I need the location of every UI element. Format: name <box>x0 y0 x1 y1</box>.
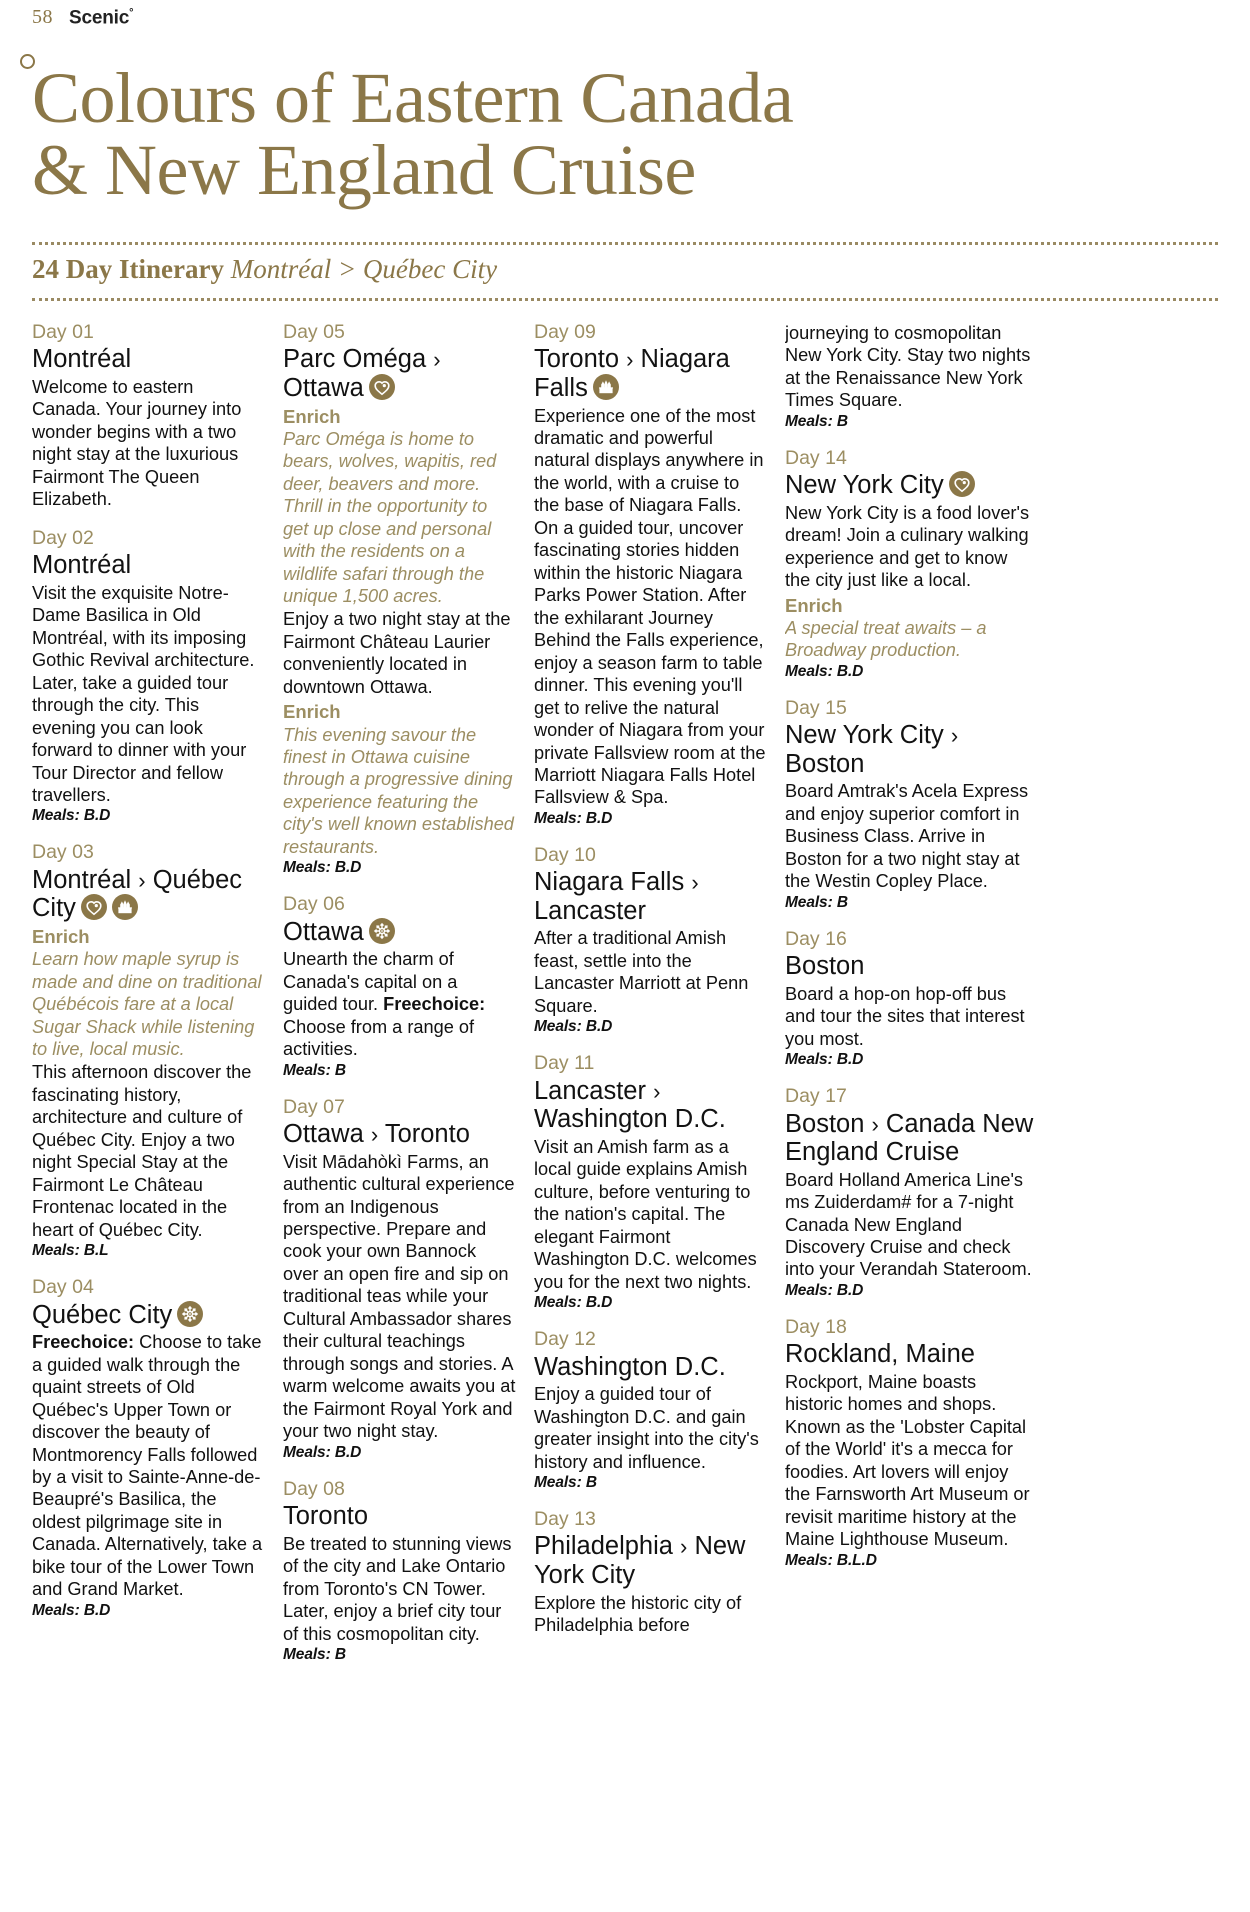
day-description <box>785 502 1036 592</box>
day-destination <box>785 1340 1036 1369</box>
day-label: Day 04 <box>32 1276 94 1299</box>
enrich-heading: Enrich <box>32 925 90 947</box>
day-destination <box>32 1301 265 1330</box>
day-description-text: Explore the historic city of Philadelphia before <box>534 1592 742 1635</box>
day-destination <box>32 345 265 374</box>
meals-note: Meals: B.L.D <box>785 1551 877 1569</box>
divider-top <box>32 242 1218 245</box>
enrich-text: Parc Oméga is home to bears, wolves, wapitis, red deer, beavers and more. Thrill in the opportunity to get up close and personal with the residents on a wildlife safari through the unique 1,500 acres. <box>283 428 497 606</box>
day-destination-label: Parc Oméga › Ottawa <box>283 345 441 402</box>
meals-note: Meals: B.D <box>283 859 362 877</box>
enrich-heading: Enrich <box>283 701 341 723</box>
day-description <box>785 1371 1036 1551</box>
day-label: Day 12 <box>534 1328 596 1351</box>
day-description <box>785 1169 1036 1281</box>
day-description-text: Enjoy a guided tour of Washington D.C. and gain greater insight into the city's history and influence. <box>534 1384 759 1472</box>
day-description-text: After a traditional Amish feast, settle into the Lancaster Marriott at Penn Square. <box>534 928 749 1016</box>
day-label: Day 14 <box>785 446 847 469</box>
day-description <box>32 376 265 511</box>
day-label: Day 01 <box>32 321 94 343</box>
day-description-text: Board Holland America Line's ms Zuiderdam# for a 7-night Canada New England Discovery Cruise and check into your Verandah Stateroom. <box>785 1169 1032 1280</box>
meals-note: Meals: B.D <box>785 1051 864 1069</box>
enrich-text: A special treat awaits – a Broadway production. <box>785 617 987 661</box>
day-description <box>785 322 1036 412</box>
day-destination <box>534 345 767 402</box>
day-label: Day 15 <box>785 696 847 719</box>
day-description-text: New York City is a food lover's dream! Join a culinary walking experience and get to know the city just like a local. <box>785 502 1030 591</box>
meals-note: Meals: B <box>534 1473 597 1491</box>
day-destination <box>283 1120 516 1149</box>
day-destination-label: Philadelphia › New York City <box>534 1532 746 1589</box>
day-destination-label: Boston › Canada New England Cruise <box>785 1109 1034 1167</box>
day-description <box>534 1592 767 1637</box>
day-label: Day 09 <box>534 321 596 343</box>
itinerary-column <box>283 321 534 1664</box>
day-description <box>283 608 516 698</box>
itinerary-columns <box>14 321 1236 1664</box>
enrich-heading: Enrich <box>785 594 843 616</box>
day-description-text: Experience one of the most dramatic and powerful natural displays anywhere in the world, with a cruise to the base of Niagara Falls. On a guided tour, uncover fascinating stories hidden within the historic Niagara Parks Power Station. After the exhilarant Journey Behind the Falls experience, enjoy a season farm to table dinner. This evening you'll get to relive the natural wonder of Niagara from your private Fallsview room at the Marriott Niagara Falls Hotel Fallsview & Spa. <box>534 405 766 808</box>
day-label: Day 11 <box>534 1052 595 1075</box>
freechoice-label: Freechoice: <box>383 994 486 1015</box>
meals-note: Meals: B <box>785 893 848 911</box>
day-description-text: Board Amtrak's Acela Express and enjoy superior comfort in Business Class. Arrive in Boston for a two night stay at the Westin Copley Place. <box>785 781 1029 892</box>
day-description <box>283 1151 516 1443</box>
day-destination <box>785 1110 1036 1167</box>
brand-logo: Scenic° <box>69 6 134 28</box>
heart-icon <box>949 471 975 497</box>
meals-note: Meals: B <box>785 412 848 430</box>
day-destination <box>534 868 767 925</box>
day-description <box>534 1136 767 1293</box>
day-destination-label: Montréal <box>32 551 132 580</box>
meals-note: Meals: B.D <box>785 1281 864 1299</box>
day-description-text: Visit the exquisite Notre-Dame Basilica in Old Montréal, with its imposing Gothic Revival architecture. Later, take a guided tour through the city. This evening you can look forward to dinner with your Tour Director and fellow travellers. <box>32 582 255 805</box>
meals-note: Meals: B.L <box>32 1242 109 1260</box>
day-label: Day 06 <box>283 893 345 916</box>
day-destination-label: Québec City <box>32 1300 173 1329</box>
day-description-text: journeying to cosmopolitan New York City. Stay two nights at the Renaissance New York Times Square. <box>785 323 1031 411</box>
meals-note: Meals: B.D <box>534 1018 613 1036</box>
day-description <box>32 582 265 807</box>
day-destination <box>534 1532 767 1589</box>
special-stay-icon <box>593 374 619 400</box>
day-destination-label: New York City <box>785 471 944 500</box>
day-description-text: Be treated to stunning views of the city and Lake Ontario from Toronto's CN Tower. Later, enjoy a brief city tour of this cosmopolitan city. <box>283 1533 512 1644</box>
itinerary-column <box>785 321 1036 1570</box>
day-destination-label: Montréal › Québec City <box>32 865 243 923</box>
day-destination <box>32 551 265 580</box>
running-head <box>14 0 1236 34</box>
day-label: Day 07 <box>283 1095 345 1118</box>
day-destination <box>283 345 516 402</box>
day-destination-label: Toronto › Niagara Falls <box>534 345 730 402</box>
day-description <box>534 927 767 1017</box>
freechoice-label: Freechoice: <box>32 1332 135 1353</box>
title-block <box>14 58 1236 210</box>
meals-note: Meals: B <box>283 1646 346 1664</box>
day-destination-label: Washington D.C. <box>534 1352 726 1381</box>
day-description-text: Visit Mādahòkì Farms, an authentic cultural experience from an Indigenous perspective. Prepare and cook your own Bannock over an open fire and sip on traditional teas while your Cultural Ambassador shares their cultural teachings through songs and stories. A warm welcome awaits you at the Fairmont Royal York and your two night stay. <box>283 1151 516 1442</box>
day-label: Day 03 <box>32 841 94 864</box>
day-description <box>283 1533 516 1645</box>
day-description <box>32 1061 265 1241</box>
day-destination-label: Ottawa › Toronto <box>283 1120 470 1149</box>
day-label: Day 10 <box>534 843 596 866</box>
meals-note: Meals: B.D <box>283 1443 362 1461</box>
day-description-text: Welcome to eastern Canada. Your journey into wonder begins with a two night stay at the luxurious Fairmont The Queen Elizabeth. <box>32 376 242 510</box>
page-number: 58 <box>32 6 53 28</box>
day-destination <box>534 1353 767 1382</box>
day-label: Day 05 <box>283 321 345 343</box>
day-destination <box>534 1077 767 1134</box>
day-description-text: Choose to take a guided walk through the quaint streets of Old Québec's Upper Town or discover the beauty of Montmorency Falls followed by a visit to Sainte-Anne-de-Beaupré's Basilica, the oldest pilgrimage site in Canada. Alternatively, take a bike tour of the Lower Town and Grand Market. <box>32 1332 263 1600</box>
enrich-text: Learn how maple syrup is made and dine on traditional Québécois fare at a local Sugar Shack while listening to live, local music. <box>32 949 262 1060</box>
day-label: Day 17 <box>785 1085 847 1108</box>
meals-note: Meals: B.D <box>534 809 613 827</box>
meals-note: Meals: B.D <box>534 1294 613 1312</box>
enrich-heading: Enrich <box>283 405 341 427</box>
day-label: Day 13 <box>534 1507 596 1530</box>
itinerary-column <box>534 321 785 1636</box>
special-stay-icon <box>112 894 138 920</box>
meals-note: Meals: B <box>283 1061 346 1079</box>
day-destination <box>785 952 1036 981</box>
heart-icon <box>369 374 395 400</box>
day-destination-label: Rockland, Maine <box>785 1340 975 1369</box>
day-description-text: Visit an Amish farm as a local guide explains Amish culture, before venturing to the nation's capital. The elegant Fairmont Washington D.C. welcomes you for the next two nights. <box>534 1136 757 1292</box>
day-destination-label: Niagara Falls › Lancaster <box>534 868 699 925</box>
heart-icon <box>81 894 107 920</box>
meals-note: Meals: B.D <box>32 1601 111 1619</box>
itinerary-duration: 24 Day Itinerary <box>32 254 224 284</box>
day-description <box>534 405 767 809</box>
day-destination <box>283 1502 516 1531</box>
day-description <box>785 780 1036 892</box>
page-title: Colours of Eastern Canada & New England Cruise <box>32 58 794 210</box>
itinerary-route: Montréal > Québec City <box>230 254 498 284</box>
day-label: Day 18 <box>785 1315 847 1338</box>
day-destination <box>32 866 265 923</box>
day-destination-label: Ottawa <box>283 917 364 946</box>
freechoice-icon <box>369 918 395 944</box>
degree-mark-icon <box>20 54 35 69</box>
day-description-intro: Unearth the charm of Canada's capital on a guided tour. <box>283 949 458 1015</box>
day-destination <box>785 471 1036 500</box>
day-destination-label: Montréal <box>32 345 132 374</box>
day-destination-label: Toronto <box>283 1502 369 1531</box>
itinerary-summary <box>14 254 1236 285</box>
day-label: Day 08 <box>283 1477 345 1500</box>
day-description <box>785 983 1036 1050</box>
day-label: Day 02 <box>32 526 94 549</box>
enrich-text: This evening savour the finest in Ottawa cuisine through a progressive dining experience featuring the city's well known established restaurants. <box>283 724 514 857</box>
day-label: Day 16 <box>785 927 847 950</box>
day-description-text: Rockport, Maine boasts historic homes and shops. Known as the 'Lobster Capital of the World' it's a mecca for foodies. Art lovers will enjoy the Farnsworth Art Museum or revisit maritime history at the Maine Lighthouse Museum. <box>785 1371 1030 1550</box>
day-destination <box>283 918 516 947</box>
divider-bottom <box>32 298 1218 301</box>
day-description-text: This afternoon discover the fascinating history, architecture and culture of Québec City. Enjoy a two night Special Stay at the Fairmont Le Château Frontenac located in the heart of Québec City. <box>32 1062 252 1240</box>
itinerary-column <box>32 321 283 1620</box>
day-description <box>534 1383 767 1473</box>
day-description-text: Enjoy a two night stay at the Fairmont Château Laurier conveniently located in downtown Ottawa. <box>283 609 511 697</box>
meals-note: Meals: B.D <box>785 662 864 680</box>
day-description <box>283 948 516 1060</box>
day-description-text: Board a hop-on hop-off bus and tour the sites that interest you most. <box>785 983 1025 1049</box>
day-destination-label: New York City › Boston <box>785 721 959 778</box>
meals-note: Meals: B.D <box>32 807 111 825</box>
day-destination-label: Boston <box>785 952 865 981</box>
day-destination-label: Lancaster › Washington D.C. <box>534 1076 726 1134</box>
day-description-text: Choose from a range of activities. <box>283 1016 475 1060</box>
day-description <box>32 1331 265 1601</box>
freechoice-icon <box>177 1301 203 1327</box>
day-destination <box>785 721 1036 778</box>
